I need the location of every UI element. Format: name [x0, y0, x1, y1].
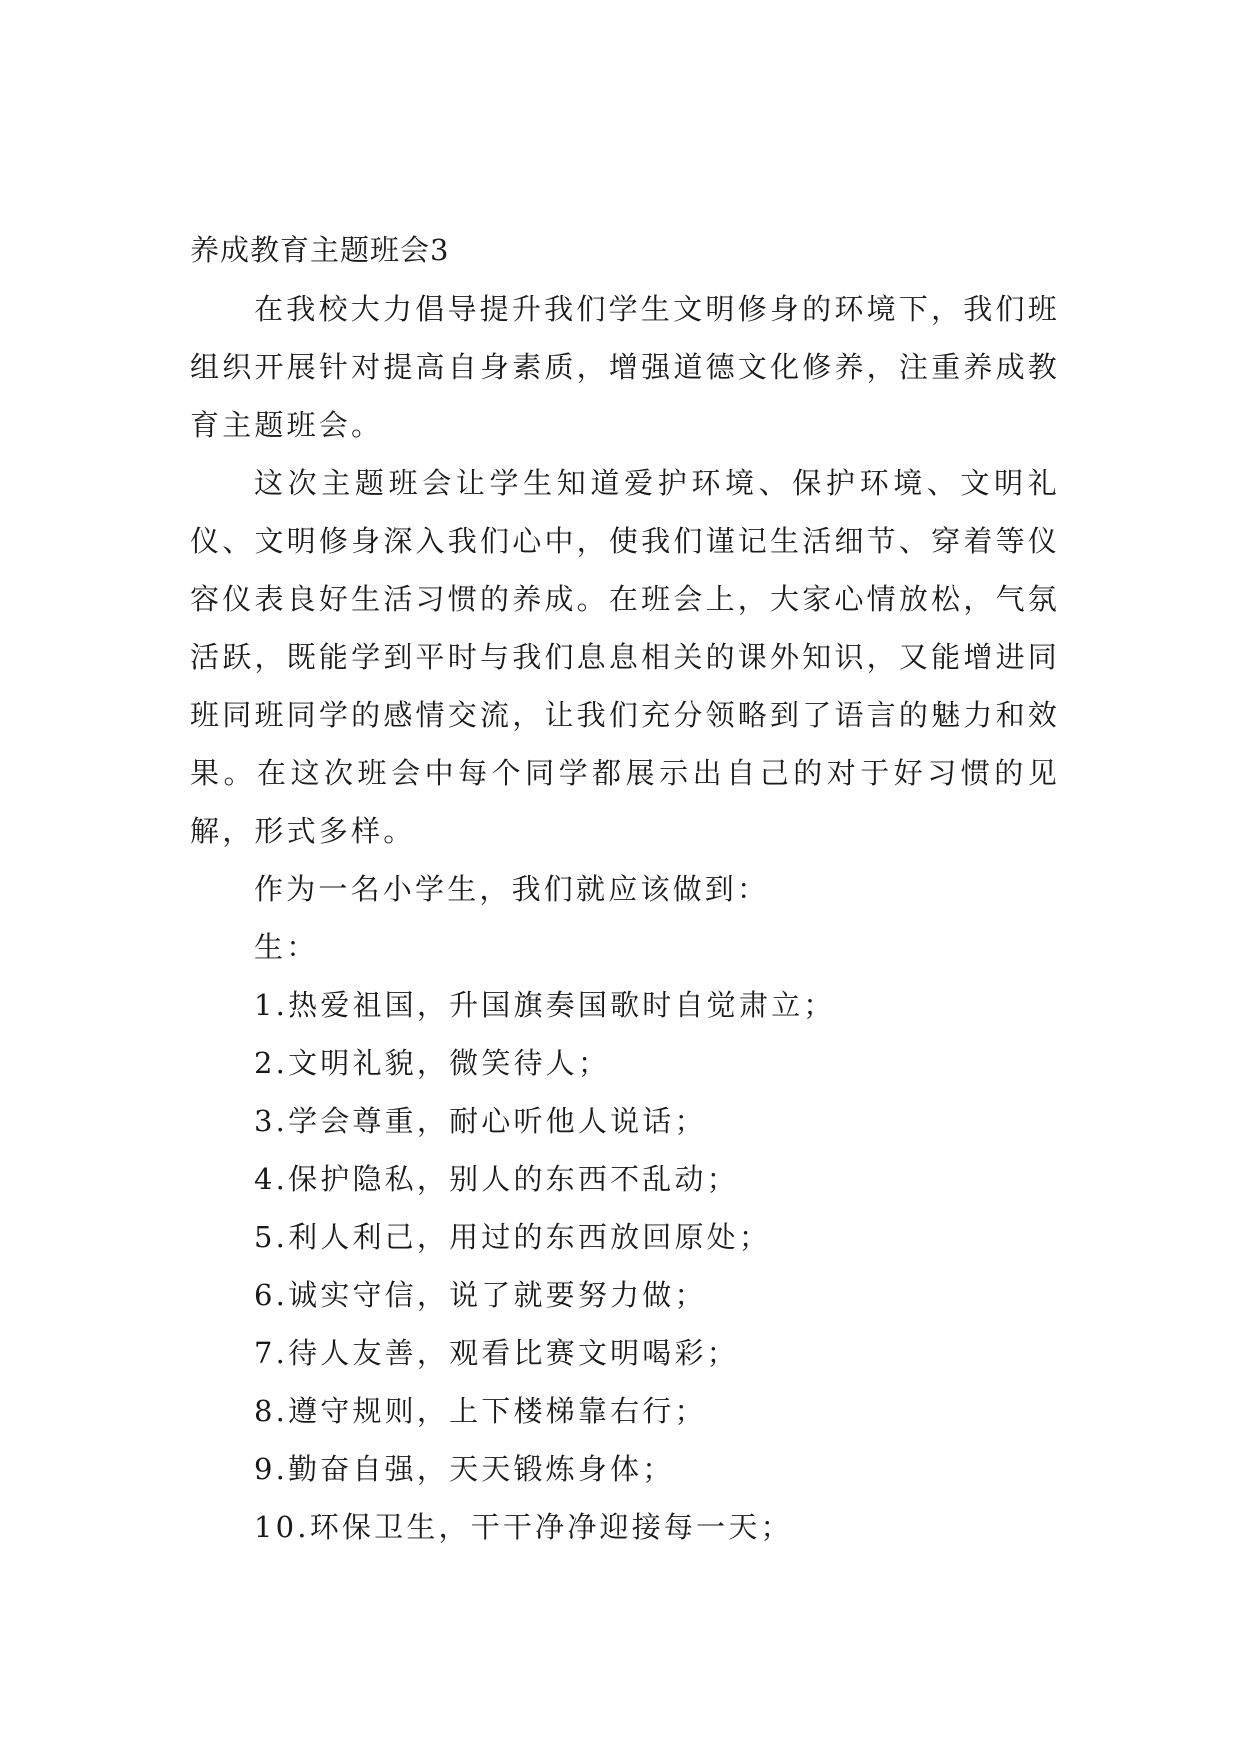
list-item: 7.待人友善，观看比赛文明喝彩；: [254, 1336, 739, 1370]
rules-list: [190, 976, 1060, 1556]
document-title: 养成教育主题班会3: [190, 233, 450, 267]
paragraph-intro: 在我校大力倡导提升我们学生文明修身的环境下，我们班组织开展针对提高自身素质，增强道德文化修养，注重养成教育主题班会。: [190, 292, 1060, 442]
document-body: [190, 220, 1060, 1556]
list-item: 2.文明礼貌，微笑待人；: [254, 1046, 611, 1080]
list-item: 6.诚实守信，说了就要努力做；: [254, 1278, 707, 1312]
paragraph-summary: 这次主题班会让学生知道爱护环境、保护环境、文明礼仪、文明修身深入我们心中，使我们谨记生活细节、穿着等仪容仪表良好生活习惯的养成。在班会上，大家心情放松，气氛活跃，既能学到平时与我们息息相关的课外知识，又能增进同班同班同学的感情交流，让我们充分领略到了语言的魅力和效果。在这次班会中每个同学都展示出自己的对于好习惯的见解，形式多样。: [190, 466, 1060, 848]
intro-line: 作为一名小学生，我们就应该做到：: [254, 872, 770, 906]
list-item: 9.勤奋自强，天天锻炼身体；: [254, 1452, 675, 1486]
list-item: 10.环保卫生，干干净净迎接每一天；: [254, 1510, 793, 1544]
list-item: 4.保护隐私，别人的东西不乱动；: [254, 1162, 739, 1196]
list-item: 1.热爱祖国，升国旗奏国歌时自觉肃立；: [254, 988, 836, 1022]
list-item: 3.学会尊重，耐心听他人说话；: [254, 1104, 707, 1138]
list-item: 5.利人利己，用过的东西放回原处；: [254, 1220, 772, 1254]
sub-heading: 生：: [254, 930, 319, 964]
list-item: 8.遵守规则，上下楼梯靠右行；: [254, 1394, 707, 1428]
